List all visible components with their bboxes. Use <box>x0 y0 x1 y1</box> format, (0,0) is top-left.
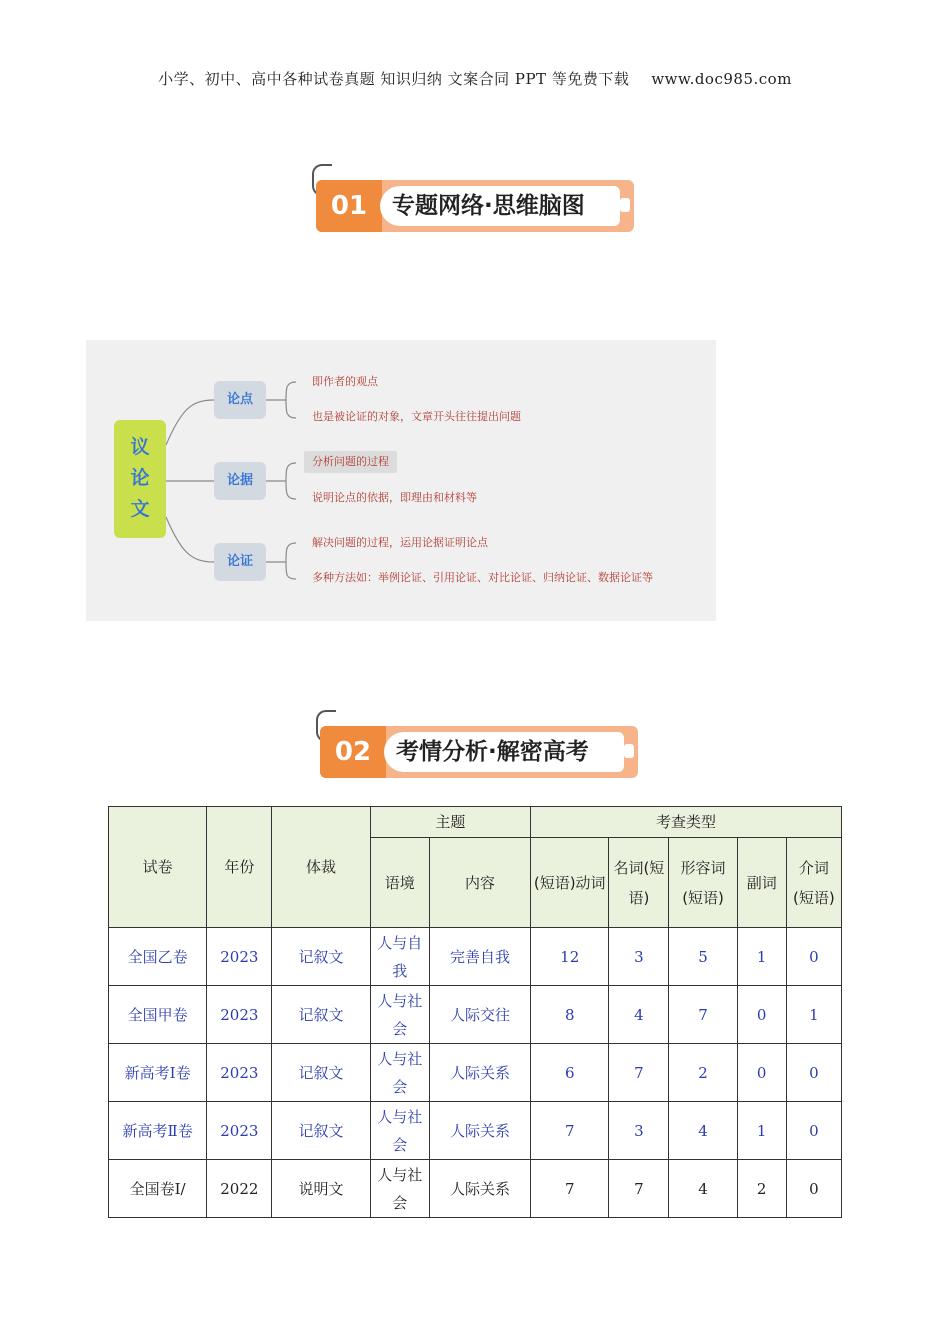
header-noun: 名词(短语) <box>609 838 669 928</box>
header-theme: 主题 <box>370 807 530 838</box>
table-row: 新高考Ⅱ卷 2023 记叙文 人与社会 人际关系 7 3 4 1 0 <box>109 1102 842 1160</box>
leaf-text: 也是被论证的对象，文章开头往往提出问题 <box>312 410 521 423</box>
header-adj: 形容词(短语) <box>669 838 737 928</box>
leaf-text: 解决问题的过程，运用论据证明论点 <box>312 536 488 549</box>
header-verb: (短语)动词 <box>531 838 609 928</box>
header-text: 小学、初中、高中各种试卷真题 知识归纳 文案合同 PPT 等免费下载 <box>158 70 630 88</box>
branch-reasoning: 论证 <box>214 543 266 581</box>
branch-argument: 论点 <box>214 381 266 419</box>
section-title: 考情分析·解密高考 <box>384 732 624 772</box>
header-paper: 试卷 <box>109 807 207 928</box>
header-context: 语境 <box>370 838 429 928</box>
header-prep: 介词(短语) <box>786 838 841 928</box>
table-row: 全国甲卷 2023 记叙文 人与社会 人际交往 8 4 7 0 1 <box>109 986 842 1044</box>
leaf-text: 即作者的观点 <box>312 375 378 388</box>
header-content: 内容 <box>429 838 530 928</box>
mind-map-root: 议 论 文 <box>114 420 166 538</box>
mind-map <box>86 340 716 621</box>
header-url[interactable]: www.doc985.com <box>651 70 792 88</box>
section-number: 01 <box>316 180 382 232</box>
tab-decoration-icon <box>620 198 630 212</box>
leaf-text: 说明论点的依据，即理由和材料等 <box>312 491 477 504</box>
section-banner-01 <box>316 172 634 234</box>
section-title: 专题网络·思维脑图 <box>380 186 620 226</box>
leaf-text: 多种方法如：举例论证、引用论证、对比论证、归纳论证、数据论证等 <box>312 571 653 584</box>
header-genre: 体裁 <box>272 807 370 928</box>
section-number: 02 <box>320 726 386 778</box>
tab-decoration-icon <box>624 744 634 758</box>
branch-evidence: 论据 <box>214 462 266 500</box>
table-row: 全国乙卷 2023 记叙文 人与自我 完善自我 12 3 5 1 0 <box>109 928 842 986</box>
header-exam-type: 考查类型 <box>531 807 842 838</box>
table-row: 新高考Ⅰ卷 2023 记叙文 人与社会 人际关系 6 7 2 0 0 <box>109 1044 842 1102</box>
header-adverb: 副词 <box>737 838 786 928</box>
page-header <box>0 68 950 89</box>
section-banner-02 <box>320 718 638 780</box>
leaf-text: 分析问题的过程 <box>304 451 397 473</box>
header-year: 年份 <box>207 807 272 928</box>
exam-analysis-table <box>108 806 842 1218</box>
table-row: 全国卷Ⅰ/ 2022 说明文 人与社会 人际关系 7 7 4 2 0 <box>109 1160 842 1218</box>
